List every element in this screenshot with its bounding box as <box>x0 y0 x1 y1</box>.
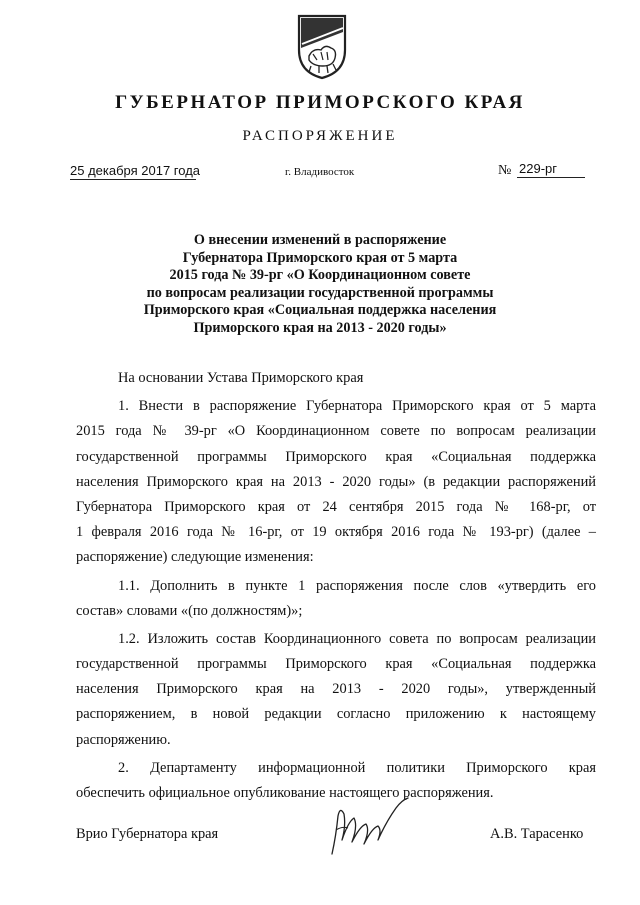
heading-line: Приморского края на 2013 - 2020 годы» <box>193 319 447 336</box>
body-line: населения Приморского края на 2013 - 2020 годы» (в редакции распоряжений <box>76 473 596 490</box>
body-line: распоряжение) следующие изменения: <box>76 549 314 566</box>
body-line: 1. Внести в распоряжение Губернатора Приморского края от 5 марта <box>118 398 596 415</box>
body-line: 1.1. Дополнить в пункте 1 распоряжения после слов «утвердить его <box>118 577 596 594</box>
document-heading <box>100 232 540 338</box>
body-line: На основании Устава Приморского края <box>118 370 364 386</box>
body-line: 2. Департаменту информационной политики Приморского края <box>118 759 596 776</box>
heading-line: Губернатора Приморского края от 5 марта <box>182 249 458 266</box>
body-line: 2015 года № 39-рг «О Координационном совете по вопросам реализации <box>76 423 596 440</box>
body-line: распоряжением, в новой редакции согласно приложению к настоящему <box>76 706 596 723</box>
heading-line: 2015 года № 39-рг «О Координационном совете <box>169 267 471 284</box>
heading-line: О внесении изменений в распоряжение <box>193 232 447 248</box>
paragraph-item-1-1 <box>76 574 596 624</box>
handwritten-signature <box>322 796 414 858</box>
body-line: государственной программы Приморского края «Социальная поддержка <box>76 656 596 673</box>
authority-title: ГУБЕРНАТОР ПРИМОРСКОГО КРАЯ <box>115 92 525 113</box>
document-type: РАСПОРЯЖЕНИЕ <box>242 128 398 144</box>
heading-line: Приморского края «Социальная поддержка населения <box>143 302 497 319</box>
heading-line: по вопросам реализации государственной программы <box>146 284 494 301</box>
body-line: 1.2. Изложить состав Координационного совета по вопросам реализации <box>118 630 596 647</box>
body-line: государственной программы Приморского края «Социальная поддержка <box>76 448 596 465</box>
document-city: г. Владивосток <box>285 166 355 178</box>
body-line: обеспечить официальное опубликование настоящего распоряжения. <box>76 785 494 801</box>
number-label: № <box>498 163 512 178</box>
paragraph-item-1 <box>76 394 596 570</box>
document-date: 25 декабря 2017 года <box>70 163 201 178</box>
paragraph-basis <box>76 366 596 391</box>
document-body <box>76 366 596 806</box>
body-line: распоряжению. <box>76 731 171 748</box>
body-line: населения Приморского края на 2013 - 2020 годы», утвержденный <box>76 681 596 698</box>
document-number: 229-рг <box>517 161 585 178</box>
signer-position: Врио Губернатора края <box>76 826 219 842</box>
body-line: состав» словами «(по должностям)»; <box>76 602 303 619</box>
body-line: Губернатора Приморского края от 24 сентября 2015 года № 168-рг, от <box>76 498 596 515</box>
primorsky-coat-of-arms-icon <box>297 14 347 80</box>
paragraph-item-1-2 <box>76 627 596 753</box>
body-line: 1 февраля 2016 года № 16-рг, от 19 октября 2016 года № 193-рг) (далее – <box>76 524 596 541</box>
signer-name: А.В. Тарасенко <box>490 826 584 842</box>
